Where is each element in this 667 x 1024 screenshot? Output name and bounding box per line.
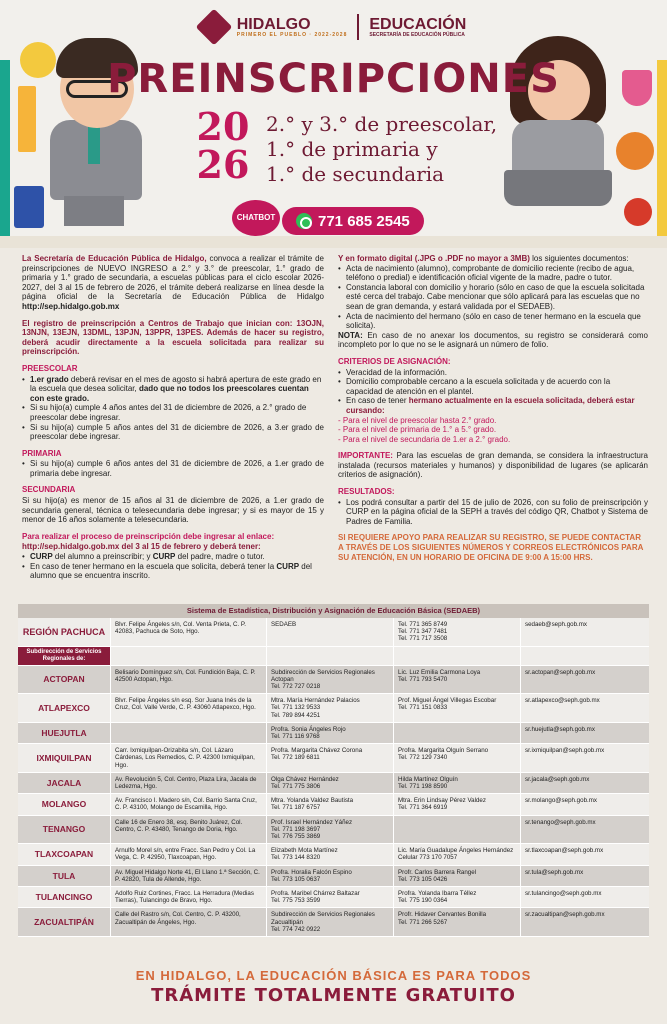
region-contact: Prof. Israel Hernández Yáñez Tel. 771 198 3697 Tel. 776 755 3869 — [266, 816, 393, 844]
secundaria-heading: SECUNDARIA — [22, 485, 76, 495]
region-contact-alt: Hilda Martínez Olguín Tel. 771 198 8590 — [393, 773, 520, 793]
item-text: del alumno que se encuentra inscrito. — [30, 561, 312, 581]
right-column — [338, 254, 648, 562]
page-title: PREINSCRIPCIONES — [107, 56, 560, 102]
region-contact: Mtra. Yolanda Valdez Bautista Tel. 771 187 6757 — [266, 794, 393, 814]
region-name: HUEJUTLA — [41, 728, 87, 739]
criterio-item: • Domicilio comprobable cercano a la escuela solicitada y de acuerdo con la capacidad de atención en el plantel. — [338, 377, 648, 396]
table-row — [18, 773, 649, 794]
item-text: En caso de tener hermano en la escuela que solicita, deberá tener la — [30, 561, 277, 571]
region-contact-alt: Lic. María Guadalupe Ángeles Hernández Celular 773 170 7057 — [393, 844, 520, 864]
region-address: Calle 16 de Enero 38, esq. Benito Juárez, Col. Centro, C. P. 43480, Tenango de Doria, Hgo. — [110, 816, 266, 844]
table-row — [18, 694, 649, 723]
region-contact-alt: Prof. Miguel Ángel Villegas Escobar Tel. 771 151 0833 — [393, 694, 520, 722]
region-contact: Profra. Sonia Ángeles Rojo Tel. 771 116 9768 — [266, 723, 393, 743]
region-name: ACTOPAN — [43, 674, 85, 685]
intro-paragraph — [22, 254, 324, 312]
item-text: deberá revisar en el mes de agosto si habrá apertura de este grado en la escuela que desea solicitar, — [30, 374, 322, 394]
region-name: ZACUALTIPÁN — [34, 917, 94, 928]
hidalgo-logo-icon — [195, 9, 232, 46]
educacion-logo-text: EDUCACIÓN — [369, 15, 467, 33]
preescolar-item — [22, 375, 324, 404]
table-row — [18, 794, 649, 815]
region-email[interactable]: sedaeb@seph.gob.mx — [520, 618, 649, 646]
info-content — [22, 254, 648, 594]
boy-legs — [64, 196, 124, 226]
grade-line: 1.° de primaria y — [266, 137, 438, 161]
primaria-item: • Si su hijo(a) cumple 6 años antes del 31 de diciembre de 2026, a 1.er grado de primaria debe ingresar. — [22, 459, 324, 478]
item-bold: CURP — [30, 552, 53, 562]
region-phones: Tel. 771 365 8749 Tel. 771 347 7481 Tel. 771 717 3508 — [393, 618, 520, 646]
region-contact-alt: Mtra. Erin Lindsay Pérez Valdez Tel. 771 364 6919 — [393, 794, 520, 814]
region-contact: Subdirección de Servicios Regionales Zacualtipán Tel. 774 742 0922 — [266, 908, 393, 936]
region-name: TULA — [52, 870, 76, 881]
table-row — [18, 744, 649, 773]
preescolar-item: • Si su hijo(a) cumple 5 años antes del 31 de diciembre de 2026, a 3.er grado de preescolar debe ingresar. — [22, 423, 324, 442]
proceso-heading: Para realizar el proceso de preinscripción debe ingresar al enlace: — [22, 531, 275, 541]
region-contact-alt — [393, 723, 520, 743]
grades-text — [266, 112, 497, 187]
table-body — [18, 666, 649, 937]
region-contact: Elizabeth Mota Martínez Tel. 773 144 8320 — [266, 844, 393, 864]
resultados-heading: RESULTADOS: — [338, 487, 395, 497]
region-address: Blvr. Felipe Ángeles s/n, Col. Venta Prieta, C. P. 42083, Pachuca de Soto, Hgo. — [110, 618, 266, 646]
resultados-item: • Los podrá consultar a partir del 15 de julio de 2026, con su folio de preinscripción y CURP en la página oficial de la SEPH a través del código QR, Chatbot y Sistema de Padres de Familia. — [338, 498, 648, 527]
region-contact: Mtra. María Hernández Palacios Tel. 771 132 9533 Tel. 789 894 4251 — [266, 694, 393, 722]
region-contact: Profra. Maribel Chárrez Baltazar Tel. 775 753 3599 — [266, 887, 393, 907]
footer-tagline: EN HIDALGO, LA EDUCACIÓN BÁSICA ES PARA TODOS — [135, 968, 532, 983]
proceso-item — [22, 552, 324, 562]
secundaria-item: Si su hijo(a) es menor de 15 años al 31 de diciembre de 2026, a 1.er grado de secundaria general, técnica o telesecundaria debe ingresar; y si es mayor de 15 y menor de 16 años solamente a telesecundaria. — [22, 496, 324, 525]
nota-label: NOTA: — [338, 330, 363, 340]
documentos-intro — [338, 254, 648, 264]
item-bold: Y en formato digital (.JPG o .PDF no mayor a 3MB) — [338, 254, 530, 263]
subheader: Subdirección de Servicios Regionales de: — [18, 647, 110, 665]
book-icon — [14, 186, 44, 228]
table-row — [18, 844, 649, 865]
educacion-logo — [369, 17, 466, 38]
registro-paragraph: El registro de preinscripción a Centros de Trabajo que inician con: 13OJN, 13NJN, 13EJN, 13DML, 13PJN, 13PPR, 13PES. Además de hacer su registro, deberá acudir directamente a la escuela solicitada para realizar su preinscripción. — [22, 318, 324, 357]
table-subheader-row — [18, 647, 649, 666]
criterio-subitem: - Para el nivel de primaria de 1.° a 5.° grado. — [338, 425, 497, 435]
nota-text: En caso de no anexar los documentos, su registro se considerará como incompleto por lo que no se le asignará un número de folio. — [338, 330, 648, 350]
table-row — [18, 908, 649, 937]
year-bottom: 26 — [196, 142, 250, 187]
girl-skirt — [504, 170, 612, 206]
region-email[interactable]: sr.tlaxcoapan@seph.gob.mx — [520, 844, 649, 864]
region-name: IXMIQUILPAN — [36, 753, 92, 764]
proceso-item — [22, 562, 324, 581]
region-contact-alt: Profra. Margarita Olguín Serrano Tel. 772 129 7340 — [393, 744, 520, 772]
chatbot-badge[interactable]: CHATBOT — [232, 200, 280, 236]
region-email[interactable]: sr.tenango@seph.gob.mx — [520, 816, 649, 844]
region-email[interactable]: sr.tulancingo@seph.gob.mx — [520, 887, 649, 907]
intro-text: convoca a realizar el trámite de preinscripciones de NUEVO INGRESO a 2.° y 3.° de preescolar, 1.° grado de primaria y 1.° grado de secundaria, a escuelas públicas para el ciclo escolar 2026-2027, del 3 al 15 de febrero de 2026, el trámite deberá realizarse en línea desde la página oficial de la Secretaría de Educación Pública de Hidalgo — [22, 254, 325, 302]
item-text: del alumno a preinscribir; y — [52, 552, 153, 562]
org-name: La Secretaría de Educación Pública de Hidalgo, — [22, 254, 207, 263]
criterio-subitem: - Para el nivel de preescolar hasta 2.° grado. — [338, 415, 497, 425]
documento-item: • Acta de nacimiento del hermano (sólo en caso de tener hermano en la escuela que solicita). — [338, 312, 648, 331]
left-column — [22, 254, 324, 581]
item-bold: dado que no todos los preescolares cuentan con este grado. — [30, 384, 309, 403]
year-top: 20 — [196, 104, 250, 149]
region-email[interactable]: sr.jacala@seph.gob.mx — [520, 773, 649, 793]
criterios-heading: CRITERIOS DE ASIGNACIÓN: — [338, 356, 451, 366]
boy-tie — [88, 124, 100, 164]
region-address: Av. Miguel Hidalgo Norte 41, El Llano 1.ª Sección, C. P. 42820, Tula de Allende, Hgo. — [110, 866, 266, 886]
importante — [338, 451, 648, 480]
region-address: Calle del Rastro s/n, Col. Centro, C. P. 43200, Zacualtipán de Ángeles, Hgo. — [110, 908, 266, 936]
region-address: Blvr. Felipe Ángeles s/n esq. Sor Juana Inés de la Cruz, Col. Valle Verde, C. P. 43060 Atlapexco, Hgo. — [110, 694, 266, 722]
region-name: JACALA — [46, 778, 82, 789]
region-name: TENANGO — [42, 824, 86, 835]
proceso-link-line — [22, 542, 324, 552]
region-contact-alt — [393, 816, 520, 844]
region-contact-alt: Profr. Hidaver Cervantes Bonilla Tel. 771 266 5267 — [393, 908, 520, 936]
contact-table — [18, 604, 649, 937]
apoyo-paragraph: SI REQUIERE APOYO PARA REALIZAR SU REGISTRO, SE PUEDE CONTACTAR A TRAVÉS DE LOS SIGUIENTES NÚMEROS Y CORREOS ELECTRÓNICOS PARA SU ATENCIÓN, EN UN HORARIO DE OFICINA DE 9:00 A 15:00 HRS. — [338, 533, 644, 562]
item-text: del padre, madre o tutor. — [175, 552, 265, 562]
proceso-link[interactable]: http://sep.hidalgo.gob.mx — [22, 542, 120, 552]
region-contact: Olga Chávez Hernández Tel. 771 775 3806 — [266, 773, 393, 793]
grade-label: 1.er grado — [30, 374, 69, 384]
criterio-item: • Veracidad de la información. — [338, 368, 648, 378]
region-name: ATLAPEXCO — [38, 703, 90, 714]
table-row — [18, 816, 649, 845]
region-contact: Profra. Horalia Falcón Espino Tel. 773 105 0637 — [266, 866, 393, 886]
grade-line: 2.° y 3.° de preescolar, — [266, 112, 498, 136]
region-name: TULANCINGO — [35, 892, 93, 903]
phone-number: 771 685 2545 — [318, 212, 410, 230]
importante-label: IMPORTANTE: — [338, 451, 393, 461]
preescolar-item: • Si su hijo(a) cumple 4 años antes del 31 de diciembre de 2026, a 2.° grado de preescolar debe ingresar. — [22, 403, 324, 422]
table-row — [18, 618, 649, 647]
logo-bar — [0, 14, 667, 40]
hidalgo-logo-sub: PRIMERO EL PUEBLO · 2022-2028 — [236, 31, 348, 38]
poster-footer — [0, 968, 667, 1024]
region-email[interactable]: sr.ixmiquilpan@seph.gob.mx — [520, 744, 649, 772]
region-contact-alt: Profra. Yolanda Ibarra Téllez Tel. 775 190 0364 — [393, 887, 520, 907]
region-address: Belisario Domínguez s/n, Col. Fundición Baja, C. P. 42500 Actopan, Hgo. — [110, 666, 266, 694]
educacion-logo-sub: SECRETARÍA DE EDUCACIÓN PÚBLICA — [369, 31, 465, 38]
hidalgo-logo — [237, 17, 348, 38]
item-bold: CURP — [276, 561, 300, 571]
region-name: TLAXCOAPAN — [34, 849, 94, 860]
hidalgo-logo-text: HIDALGO — [236, 15, 311, 33]
region-email[interactable]: sr.actopan@seph.gob.mx — [520, 666, 649, 694]
item-bold: hermano actualmente en la escuela solicitada, deberá estar cursando: — [346, 396, 635, 415]
region-email[interactable]: sr.atlapexco@seph.gob.mx — [520, 694, 649, 722]
table-row — [18, 723, 649, 744]
region-address: Carr. Ixmiquilpan-Orizabita s/n, Col. Lázaro Cárdenas, Los Remedios, C. P. 42300 Ixmiquilpan, Hgo. — [110, 744, 266, 772]
region-email[interactable]: sr.molango@seph.gob.mx — [520, 794, 649, 814]
item-text: los siguientes documentos: — [529, 254, 629, 263]
primaria-heading: PRIMARIA — [22, 448, 62, 458]
region-contact: Subdirección de Servicios Regionales Actopan Tel. 772 727 0218 — [266, 666, 393, 694]
region-name: MOLANGO — [41, 799, 87, 810]
documento-item: • Acta de nacimiento (alumno), comprobante de domicilio reciente (recibo de agua, teléfono o predial) e identificación oficial vigente de la madre, padre o tutor. — [338, 264, 648, 283]
item-text: En caso de tener — [346, 396, 409, 406]
basketball-icon — [616, 132, 654, 170]
importante-text: Para las escuelas de gran demanda, se considera la infraestructura instalada (recursos materiales y humanos) y disponibilidad de lugares (se aplicarán criterios de asignación). — [338, 451, 648, 480]
documento-item: • Constancia laboral con domicilio y horario (sólo en caso de que la escuela solicitada esté cerca del trabajo. Cabe mencionar que sólo aplicará para las escuelas que no sean de gran demanda, y estará validada por el SEDAEB). — [338, 283, 648, 312]
item-bold: CURP — [152, 552, 176, 562]
region-contact: Profra. Margarita Chávez Corona Tel. 772 189 6811 — [266, 744, 393, 772]
region-contact-alt: Lic. Luz Emilia Carmona Loya Tel. 771 793 5470 — [393, 666, 520, 694]
whatsapp-phone[interactable] — [282, 207, 424, 235]
region-address: Arnulfo Morel s/n, entre Fracc. San Pedro y Col. La Vega, C. P. 42950, Tlaxcoapan, Hgo. — [110, 844, 266, 864]
region-address: Adolfo Ruiz Cortines, Fracc. La Herradura (Medias Tierras), Tulancingo de Bravo, Hgo. — [110, 887, 266, 907]
preescolar-heading: PREESCOLAR — [22, 363, 78, 373]
proceso-dates: del 3 al 15 de febrero y deberá tener: — [119, 542, 261, 552]
table-row — [18, 666, 649, 695]
table-row — [18, 866, 649, 887]
region-address — [110, 723, 266, 743]
region-email[interactable]: sr.huejutla@seph.gob.mx — [520, 723, 649, 743]
nota — [338, 331, 648, 350]
apple-icon — [624, 198, 652, 226]
divider — [0, 236, 667, 248]
region-name: REGIÓN PACHUCA — [22, 626, 106, 637]
table-title: Sistema de Estadística, Distribución y Asignación de Educación Básica (SEDAEB) — [18, 604, 649, 618]
table-row — [18, 887, 649, 908]
logo-divider — [357, 14, 359, 40]
region-contact: SEDAEB — [266, 618, 393, 646]
criterio-subitem: - Para el nivel de secundaria de 1.er a 2.° grado. — [338, 434, 511, 444]
region-contact-alt: Profr. Carlos Barrera Rangel Tel. 773 105 0426 — [393, 866, 520, 886]
whatsapp-icon — [296, 213, 312, 229]
region-email[interactable]: sr.tula@seph.gob.mx — [520, 866, 649, 886]
grade-line: 1.° de secundaria — [266, 162, 445, 186]
region-address: Av. Revolución 5, Col. Centro, Plaza Lira, Jacala de Ledezma, Hgo. — [110, 773, 266, 793]
intro-link[interactable]: http://sep.hidalgo.gob.mx — [22, 301, 120, 311]
poster-header — [0, 0, 667, 248]
region-email[interactable]: sr.zacualtipan@seph.gob.mx — [520, 908, 649, 936]
footer-title: TRÁMITE TOTALMENTE GRATUITO — [151, 985, 516, 1006]
criterio-item — [338, 396, 648, 415]
region-address: Av. Francisco I. Madero s/n, Col. Barrio Santa Cruz, C. P. 43100, Molango de Escamilla, Hgo. — [110, 794, 266, 814]
year — [190, 104, 256, 187]
